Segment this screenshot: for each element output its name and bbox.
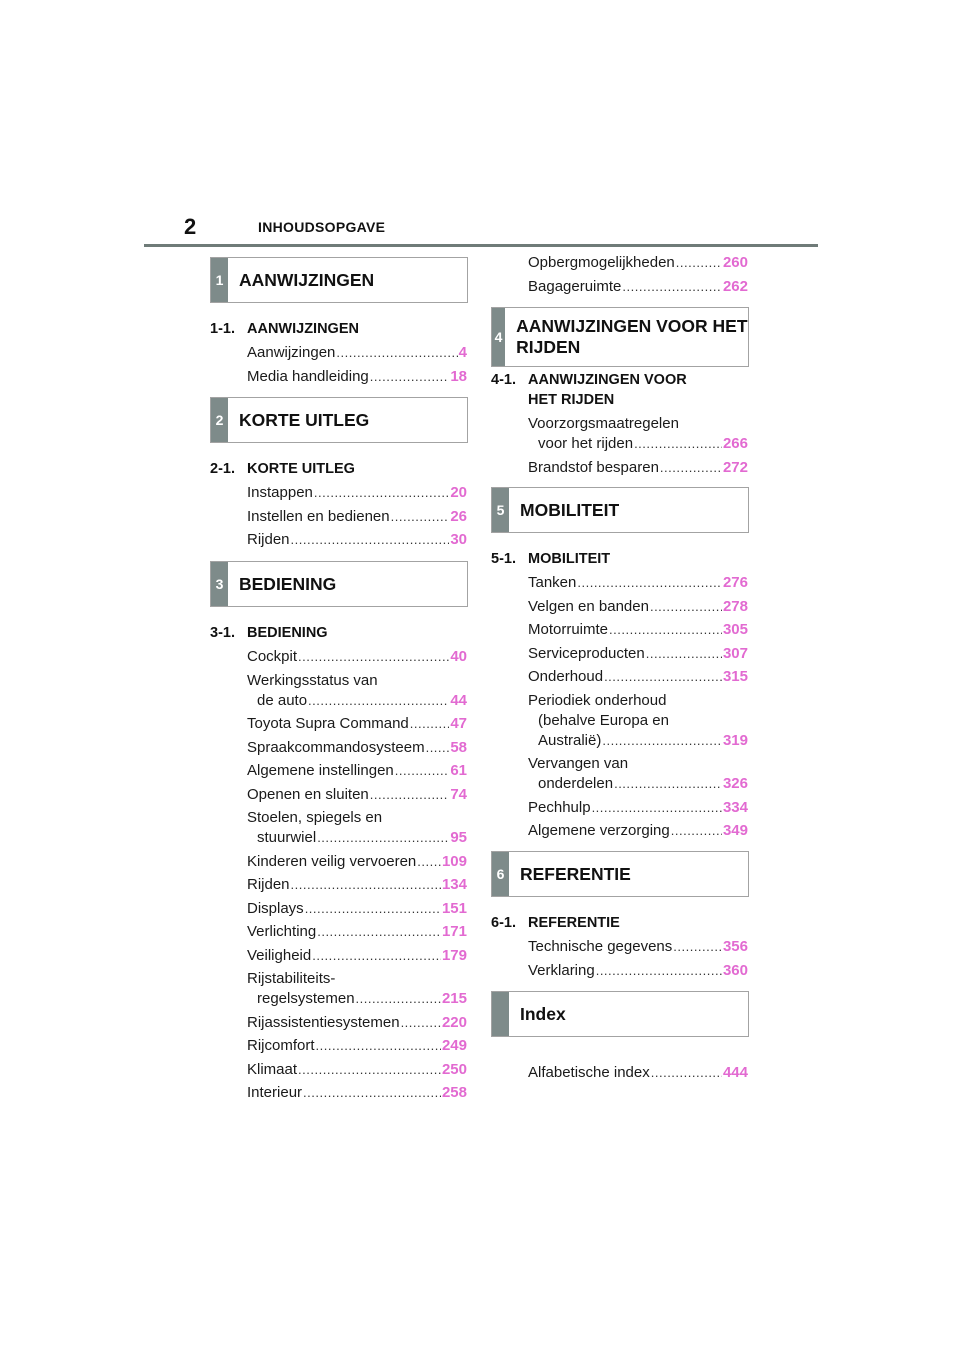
- toc-entry[interactable]: [210, 1060, 467, 1080]
- toc-entry-label: Verklaring: [528, 961, 595, 979]
- toc-entry[interactable]: [491, 961, 748, 981]
- toc-entry-row: [528, 754, 748, 774]
- dot-leader: [314, 483, 449, 503]
- toc-entry-label: Verlichting: [247, 923, 317, 940]
- toc-entry[interactable]: [491, 253, 748, 273]
- toc-page-number[interactable]: 278: [722, 597, 748, 615]
- toc-entry-row: [528, 414, 748, 434]
- toc-entry-label: Alfabetische index: [528, 1064, 650, 1081]
- toc-entry[interactable]: [210, 922, 467, 942]
- toc-page-number[interactable]: 220: [441, 1013, 467, 1031]
- toc-page-number[interactable]: 134: [441, 876, 467, 893]
- dot-leader: [410, 714, 450, 734]
- toc-entry-row: [528, 644, 748, 664]
- dot-leader: [370, 367, 450, 387]
- section-title: [491, 913, 620, 933]
- toc-entry-label: Algemene instellingen: [247, 762, 394, 779]
- toc-entry-continuation: (behalve Europa en: [538, 711, 669, 729]
- section-title: [491, 370, 687, 410]
- toc-page-number[interactable]: 20: [450, 484, 467, 501]
- chapter-title: AANWIJZINGEN: [239, 269, 375, 290]
- chapter-number-tab: 1: [211, 258, 228, 302]
- toc-entry-label: Klimaat: [247, 1060, 298, 1078]
- section-code: 1-1.: [210, 321, 235, 337]
- section-title-text: KORTE UITLEG: [247, 461, 355, 477]
- toc-page-number[interactable]: 319: [722, 731, 748, 749]
- dot-leader: [676, 253, 722, 273]
- chapter-header[interactable]: [210, 561, 468, 607]
- dot-leader: [426, 738, 450, 758]
- section-title: [210, 319, 359, 339]
- toc-page-number[interactable]: 47: [450, 715, 467, 732]
- toc-entry-label: Rijassistentiesystemen: [247, 1013, 400, 1031]
- toc-entry[interactable]: [210, 761, 467, 781]
- toc-page-number[interactable]: 356: [722, 938, 748, 955]
- toc-page-number[interactable]: 61: [450, 762, 467, 779]
- toc-entry[interactable]: [491, 458, 748, 478]
- dot-leader: [370, 785, 450, 805]
- toc-entry[interactable]: [210, 343, 467, 363]
- section-code: 6-1.: [491, 915, 516, 931]
- toc-entry-label: Brandstof besparen: [528, 458, 659, 476]
- toc-entry-row: [247, 808, 467, 828]
- toc-page-number[interactable]: 109: [441, 852, 467, 870]
- toc-entry-label: Tanken: [528, 574, 577, 591]
- toc-entry[interactable]: [210, 1083, 467, 1103]
- dot-leader: [356, 989, 441, 1009]
- toc-entry[interactable]: [491, 691, 748, 751]
- dot-leader: [602, 731, 722, 751]
- section-title: [210, 623, 328, 643]
- toc-page-number[interactable]: 305: [722, 621, 748, 638]
- dot-leader: [673, 937, 722, 957]
- toc-page-number[interactable]: 95: [450, 829, 467, 846]
- toc-page-number[interactable]: 250: [441, 1060, 467, 1078]
- toc-entry-label: Rijstabiliteits-: [247, 970, 336, 987]
- toc-page-number[interactable]: 179: [441, 946, 467, 964]
- chapter-header[interactable]: [210, 257, 468, 303]
- section-title-continuation: HET RIJDEN: [528, 392, 615, 408]
- toc-entry-label: Technische gegevens: [528, 938, 673, 955]
- dot-leader: [291, 875, 441, 895]
- toc-page-number[interactable]: 307: [722, 644, 748, 662]
- dot-leader: [305, 899, 441, 919]
- toc-entry-row: [528, 458, 748, 478]
- toc-entry-continuation: voor het rijden: [538, 435, 634, 452]
- toc-page-number[interactable]: 315: [722, 668, 748, 685]
- header-rule: [144, 244, 818, 247]
- chapter-number-tab: 6: [492, 852, 509, 896]
- toc-entry-label: Rijden: [247, 876, 290, 893]
- toc-entry[interactable]: [491, 798, 748, 818]
- toc-page-number[interactable]: 266: [722, 435, 748, 452]
- toc-entry-row: [528, 961, 748, 981]
- chapter-title: BEDIENING: [239, 573, 337, 594]
- toc-entry-row: [528, 573, 748, 593]
- chapter-title: AANWIJZINGEN VOOR HET RIJDEN: [516, 316, 748, 357]
- toc-page-number[interactable]: 360: [722, 961, 748, 979]
- toc-entry-row: [247, 1060, 467, 1080]
- toc-entry[interactable]: [210, 946, 467, 966]
- toc-page-number[interactable]: 74: [450, 785, 467, 803]
- toc-page-number[interactable]: 18: [450, 367, 467, 385]
- toc-entry[interactable]: [491, 644, 748, 664]
- toc-entry-label: Vervangen van: [528, 755, 629, 772]
- toc-entry[interactable]: [491, 754, 748, 794]
- section-code: 3-1.: [210, 625, 235, 641]
- toc-entry[interactable]: [210, 367, 467, 387]
- toc-entry[interactable]: [210, 899, 467, 919]
- toc-entry-label: Periodiek onderhoud: [528, 691, 667, 709]
- chapter-header[interactable]: [210, 397, 468, 443]
- dot-leader: [650, 597, 722, 617]
- chapter-number-tab: 3: [211, 562, 228, 606]
- dot-leader: [596, 961, 722, 981]
- toc-entry-row: [528, 731, 748, 751]
- toc-page-number[interactable]: 58: [450, 738, 467, 756]
- toc-page-number[interactable]: 40: [450, 648, 467, 665]
- toc-entry-row: [247, 1083, 467, 1103]
- section-code: 4-1.: [491, 372, 516, 388]
- dot-leader: [604, 667, 722, 687]
- chapter-header[interactable]: [491, 991, 749, 1037]
- toc-entry-row: [528, 620, 748, 640]
- toc-entry-row: [247, 875, 467, 895]
- toc-entry-label: Instellen en bedienen: [247, 507, 390, 525]
- toc-entry-label: Displays: [247, 899, 304, 917]
- toc-entry-row: [528, 253, 748, 273]
- toc-page-number[interactable]: 30: [450, 531, 467, 548]
- toc-entry-row: [247, 1013, 467, 1033]
- dot-leader: [417, 852, 441, 872]
- toc-entry-row: [247, 530, 467, 550]
- toc-entry-row: [247, 671, 467, 691]
- toc-entry-label: Velgen en banden: [528, 597, 649, 615]
- toc-page-number[interactable]: 260: [722, 254, 748, 271]
- toc-entry[interactable]: [210, 1036, 467, 1056]
- toc-entry[interactable]: [491, 414, 748, 454]
- dot-leader: [395, 761, 450, 781]
- toc-page-number[interactable]: 215: [441, 990, 467, 1007]
- toc-entry-continuation: regelsystemen: [257, 990, 355, 1007]
- toc-entry-label: Algemene verzorging: [528, 822, 670, 839]
- toc-page-number[interactable]: 4: [458, 344, 467, 361]
- toc-entry[interactable]: [491, 573, 748, 593]
- toc-entry-label: Onderhoud: [528, 668, 604, 685]
- toc-entry-row: [247, 946, 467, 966]
- toc-entry-label: Spraakcommandosysteem: [247, 738, 425, 756]
- section-title: [210, 459, 355, 479]
- chapter-title: REFERENTIE: [520, 863, 631, 884]
- dot-leader: [308, 691, 449, 711]
- toc-entry[interactable]: [210, 738, 467, 758]
- toc-entry-row: [247, 647, 467, 667]
- section-title: [491, 549, 610, 569]
- toc-entry-continuation: onderdelen: [538, 775, 614, 792]
- toc-page-number[interactable]: 171: [441, 923, 467, 940]
- dot-leader: [312, 946, 441, 966]
- toc-entry-label: Interieur: [247, 1084, 303, 1101]
- chapter-number-tab: 2: [211, 398, 228, 442]
- toc-entry-row: [247, 989, 467, 1009]
- dot-leader: [303, 1083, 441, 1103]
- toc-entry-row: [247, 343, 467, 363]
- toc-entry[interactable]: [210, 714, 467, 734]
- toc-page-number[interactable]: 249: [441, 1037, 467, 1054]
- toc-entry-row: [247, 922, 467, 942]
- dot-leader: [317, 828, 449, 848]
- toc-entry-label: Media handleiding: [247, 367, 369, 385]
- toc-entry-row: [247, 1036, 467, 1056]
- toc-entry-row: [247, 714, 467, 734]
- section-title-text: AANWIJZINGEN VOOR: [528, 372, 687, 388]
- toc-page-number[interactable]: 326: [722, 775, 748, 792]
- toc-entry[interactable]: [210, 530, 467, 550]
- dot-leader: [622, 277, 722, 297]
- dot-leader: [298, 647, 449, 667]
- toc-entry-row: [528, 1063, 748, 1083]
- toc-entry-label: Voorzorgsmaatregelen: [528, 415, 679, 432]
- toc-entry-label: Werkingsstatus van: [247, 671, 378, 689]
- dot-leader: [336, 343, 457, 363]
- dot-leader: [391, 507, 450, 527]
- dot-leader: [614, 774, 722, 794]
- toc-entry[interactable]: [491, 1063, 748, 1083]
- toc-entry-label: Pechhulp: [528, 798, 591, 816]
- toc-entry-label: Motorruimte: [528, 621, 609, 638]
- toc-page-number[interactable]: 262: [722, 277, 748, 295]
- chapter-header[interactable]: [491, 851, 749, 897]
- toc-page-number[interactable]: 151: [441, 899, 467, 917]
- toc-page-number[interactable]: 44: [450, 691, 467, 709]
- toc-entry[interactable]: [491, 667, 748, 687]
- toc-page-number[interactable]: 272: [722, 458, 748, 476]
- toc-entry-label: Instappen: [247, 484, 313, 501]
- toc-entry-row: [247, 483, 467, 503]
- toc-entry-row: [528, 597, 748, 617]
- section-title-text: BEDIENING: [247, 625, 328, 641]
- toc-page-number[interactable]: 349: [722, 822, 748, 839]
- section-title-text: AANWIJZINGEN: [247, 321, 359, 337]
- dot-leader: [671, 821, 722, 841]
- toc-entry[interactable]: [491, 620, 748, 640]
- toc-entry[interactable]: [210, 1013, 467, 1033]
- toc-entry-label: Veiligheid: [247, 946, 312, 964]
- toc-page-number[interactable]: 444: [722, 1064, 748, 1081]
- toc-entry-label: Bagageruimte: [528, 277, 622, 295]
- toc-page-number[interactable]: 276: [722, 574, 748, 591]
- toc-entry-continuation: stuurwiel: [257, 829, 317, 846]
- toc-entry-row: [247, 367, 467, 387]
- toc-entry[interactable]: [210, 647, 467, 667]
- toc-entry-row: [247, 969, 467, 989]
- toc-entry-row: [528, 798, 748, 818]
- toc-entry-label: Cockpit: [247, 648, 298, 665]
- page-number: 2: [184, 214, 197, 239]
- toc-entry-continuation: Australië): [538, 731, 602, 749]
- chapter-header[interactable]: [491, 307, 749, 367]
- toc-entry-row: [528, 667, 748, 687]
- toc-entry[interactable]: [210, 483, 467, 503]
- dot-leader: [634, 434, 722, 454]
- dot-leader: [298, 1060, 441, 1080]
- toc-page-number[interactable]: 258: [441, 1084, 467, 1101]
- toc-entry-row: [528, 937, 748, 957]
- dot-leader: [609, 620, 722, 640]
- toc-entry[interactable]: [491, 821, 748, 841]
- toc-entry-label: Serviceproducten: [528, 644, 645, 662]
- toc-entry[interactable]: [210, 852, 467, 872]
- toc-entry-row: [247, 738, 467, 758]
- dot-leader: [577, 573, 722, 593]
- chapter-number-tab: 4: [492, 308, 505, 366]
- toc-entry[interactable]: [491, 597, 748, 617]
- toc-entry-label: Openen en sluiten: [247, 785, 369, 803]
- toc-page-number[interactable]: 334: [722, 798, 748, 816]
- toc-entry-continuation: de auto: [257, 691, 308, 709]
- toc-entry[interactable]: [210, 875, 467, 895]
- dot-leader: [660, 458, 722, 478]
- toc-entry[interactable]: [210, 785, 467, 805]
- toc-entry-row: [247, 785, 467, 805]
- chapter-title: KORTE UITLEG: [239, 409, 370, 430]
- section-title-text: MOBILITEIT: [528, 551, 611, 567]
- page-header-title: INHOUDSOPGAVE: [258, 219, 386, 235]
- toc-entry[interactable]: [491, 937, 748, 957]
- toc-entry-row: [247, 761, 467, 781]
- toc-entry-label: Rijden: [247, 531, 290, 548]
- section-code: 2-1.: [210, 461, 235, 477]
- dot-leader: [316, 1036, 441, 1056]
- toc-entry-label: Toyota Supra Command: [247, 715, 409, 732]
- toc-entry[interactable]: [210, 808, 467, 848]
- toc-entry[interactable]: [210, 507, 467, 527]
- chapter-number-tab: [492, 992, 509, 1036]
- toc-entry[interactable]: [210, 671, 467, 711]
- toc-entry-row: [528, 691, 748, 711]
- toc-entry-label: Aanwijzingen: [247, 344, 336, 361]
- toc-entry-row: [247, 852, 467, 872]
- dot-leader: [651, 1063, 722, 1083]
- dot-leader: [401, 1013, 441, 1033]
- toc-entry-row: [247, 899, 467, 919]
- dot-leader: [317, 922, 441, 942]
- toc-entry-label: Stoelen, spiegels en: [247, 809, 383, 826]
- toc-entry[interactable]: [210, 969, 467, 1009]
- section-title-text: REFERENTIE: [528, 915, 620, 931]
- toc-entry-row: [528, 277, 748, 297]
- toc-entry-row: [528, 434, 748, 454]
- toc-entry-row: [247, 507, 467, 527]
- toc-entry-row: [247, 691, 467, 711]
- dot-leader: [592, 798, 722, 818]
- section-code: 5-1.: [491, 551, 516, 567]
- chapter-number-tab: 5: [492, 488, 509, 532]
- chapter-header[interactable]: [491, 487, 749, 533]
- toc-entry[interactable]: [491, 277, 748, 297]
- toc-entry-row: [247, 828, 467, 848]
- toc-entry-row: [528, 821, 748, 841]
- dot-leader: [646, 644, 722, 664]
- chapter-title: Index: [520, 1003, 566, 1024]
- toc-entry-label: Kinderen veilig vervoeren: [247, 852, 417, 870]
- toc-page-number[interactable]: 26: [450, 507, 467, 525]
- toc-entry-label: Opbergmogelijkheden: [528, 254, 675, 271]
- toc-entry-row: [528, 774, 748, 794]
- dot-leader: [291, 530, 450, 550]
- toc-entry-label: Rijcomfort: [247, 1037, 315, 1054]
- chapter-title: MOBILITEIT: [520, 499, 620, 520]
